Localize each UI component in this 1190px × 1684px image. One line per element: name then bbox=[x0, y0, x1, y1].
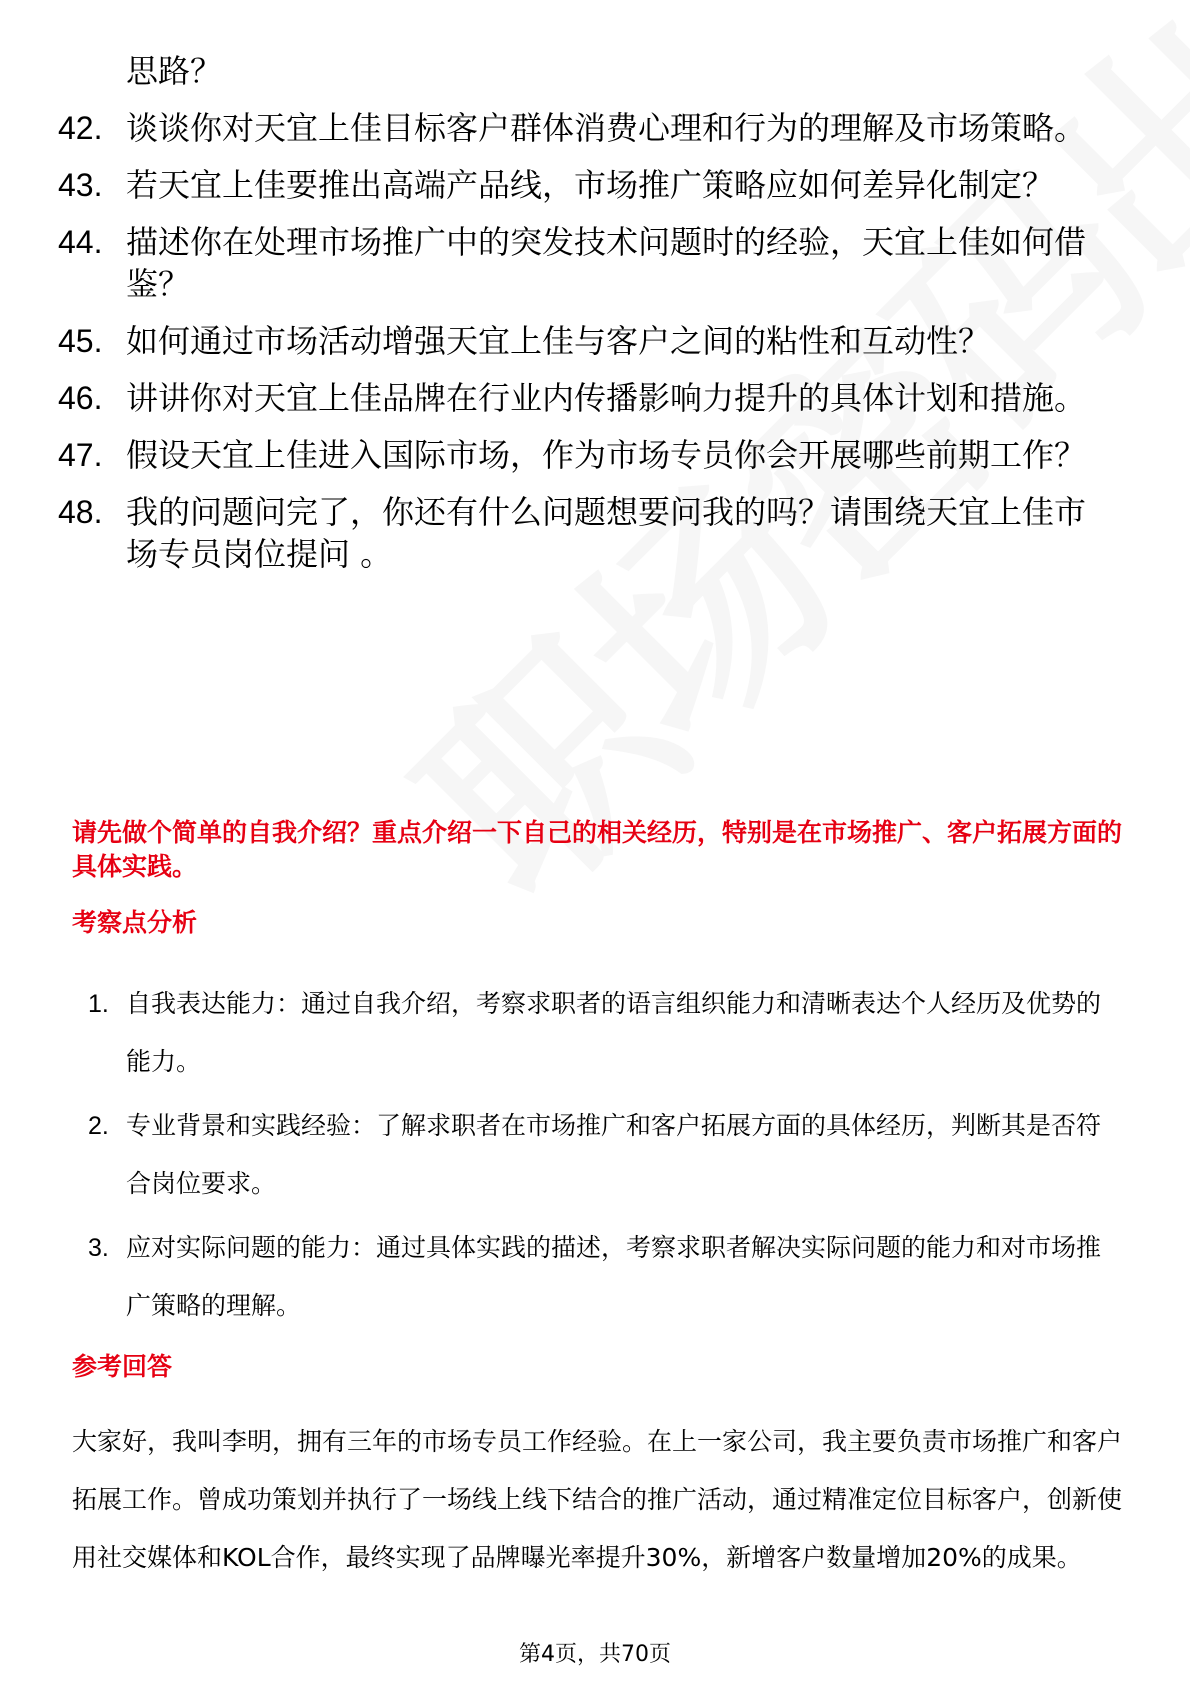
question-text: 思路？ bbox=[126, 52, 223, 90]
question-item bbox=[0, 50, 1190, 92]
question-text: 描述你在处理市场推广中的突发技术问题时的经验，天宜上佳如何借鉴？ bbox=[126, 223, 1087, 303]
question-number: 47. bbox=[58, 437, 103, 473]
question-item bbox=[0, 107, 1190, 149]
question-number: 45. bbox=[58, 323, 103, 359]
question-number: 43. bbox=[58, 167, 103, 203]
analysis-number: 2. bbox=[88, 1112, 109, 1140]
analysis-item bbox=[0, 1097, 1190, 1213]
analysis-number: 3. bbox=[88, 1234, 109, 1262]
question-text: 我的问题问完了，你还有什么问题想要问我的吗？请围绕天宜上佳市场专员岗位提问 。 bbox=[126, 493, 1087, 573]
question-item bbox=[0, 377, 1190, 419]
question-number: 42. bbox=[58, 110, 103, 146]
analysis-item bbox=[0, 1219, 1190, 1335]
question-text: 讲讲你对天宜上佳品牌在行业内传播影响力提升的具体计划和措施。 bbox=[126, 379, 1087, 417]
question-number: 46. bbox=[58, 380, 103, 416]
question-item bbox=[0, 320, 1190, 362]
question-item bbox=[0, 434, 1190, 476]
answer-text: 大家好，我叫李明，拥有三年的市场专员工作经验。在上一家公司，我主要负责市场推广和客户拓展工作。曾成功策划并执行了一场线上线下结合的推广活动，通过精准定位目标客户，创新使用社交媒体和KOL合作，最终实现了品牌曝光率提升30%，新增客户数量增加20%的成果。 bbox=[72, 1427, 1123, 1572]
question-heading: 请先做个简单的自我介绍？重点介绍一下自己的相关经历，特别是在市场推广、客户拓展方面的具体实践。 bbox=[72, 818, 1123, 881]
analysis-text: 自我表达能力：通过自我介绍，考察求职者的语言组织能力和清晰表达个人经历及优势的能力。 bbox=[126, 989, 1102, 1076]
page-footer: 第4页，共70页 bbox=[519, 1642, 671, 1667]
question-text: 若天宜上佳要推出高端产品线，市场推广策略应如何差异化制定？ bbox=[126, 166, 1055, 204]
analysis-text: 专业背景和实践经验：了解求职者在市场推广和客户拓展方面的具体经历，判断其是否符合岗位要求。 bbox=[126, 1111, 1102, 1198]
question-text: 假设天宜上佳进入国际市场，作为市场专员你会开展哪些前期工作？ bbox=[126, 436, 1087, 474]
question-item bbox=[0, 164, 1190, 206]
question-item bbox=[0, 221, 1190, 305]
question-list bbox=[0, 50, 1190, 590]
question-number: 44. bbox=[58, 224, 103, 260]
analysis-heading: 考察点分析 bbox=[72, 908, 198, 937]
question-number: 48. bbox=[58, 494, 103, 530]
analysis-text: 应对实际问题的能力：通过具体实践的描述，考察求职者解决实际问题的能力和对市场推广策略的理解。 bbox=[126, 1233, 1102, 1320]
question-text: 如何通过市场活动增强天宜上佳与客户之间的粘性和互动性？ bbox=[126, 322, 991, 360]
analysis-list bbox=[0, 975, 1190, 1341]
analysis-item bbox=[0, 975, 1190, 1091]
answer-heading: 参考回答 bbox=[72, 1352, 173, 1381]
question-item bbox=[0, 491, 1190, 575]
analysis-number: 1. bbox=[88, 990, 109, 1018]
question-text: 谈谈你对天宜上佳目标客户群体消费心理和行为的理解及市场策略。 bbox=[126, 109, 1087, 147]
